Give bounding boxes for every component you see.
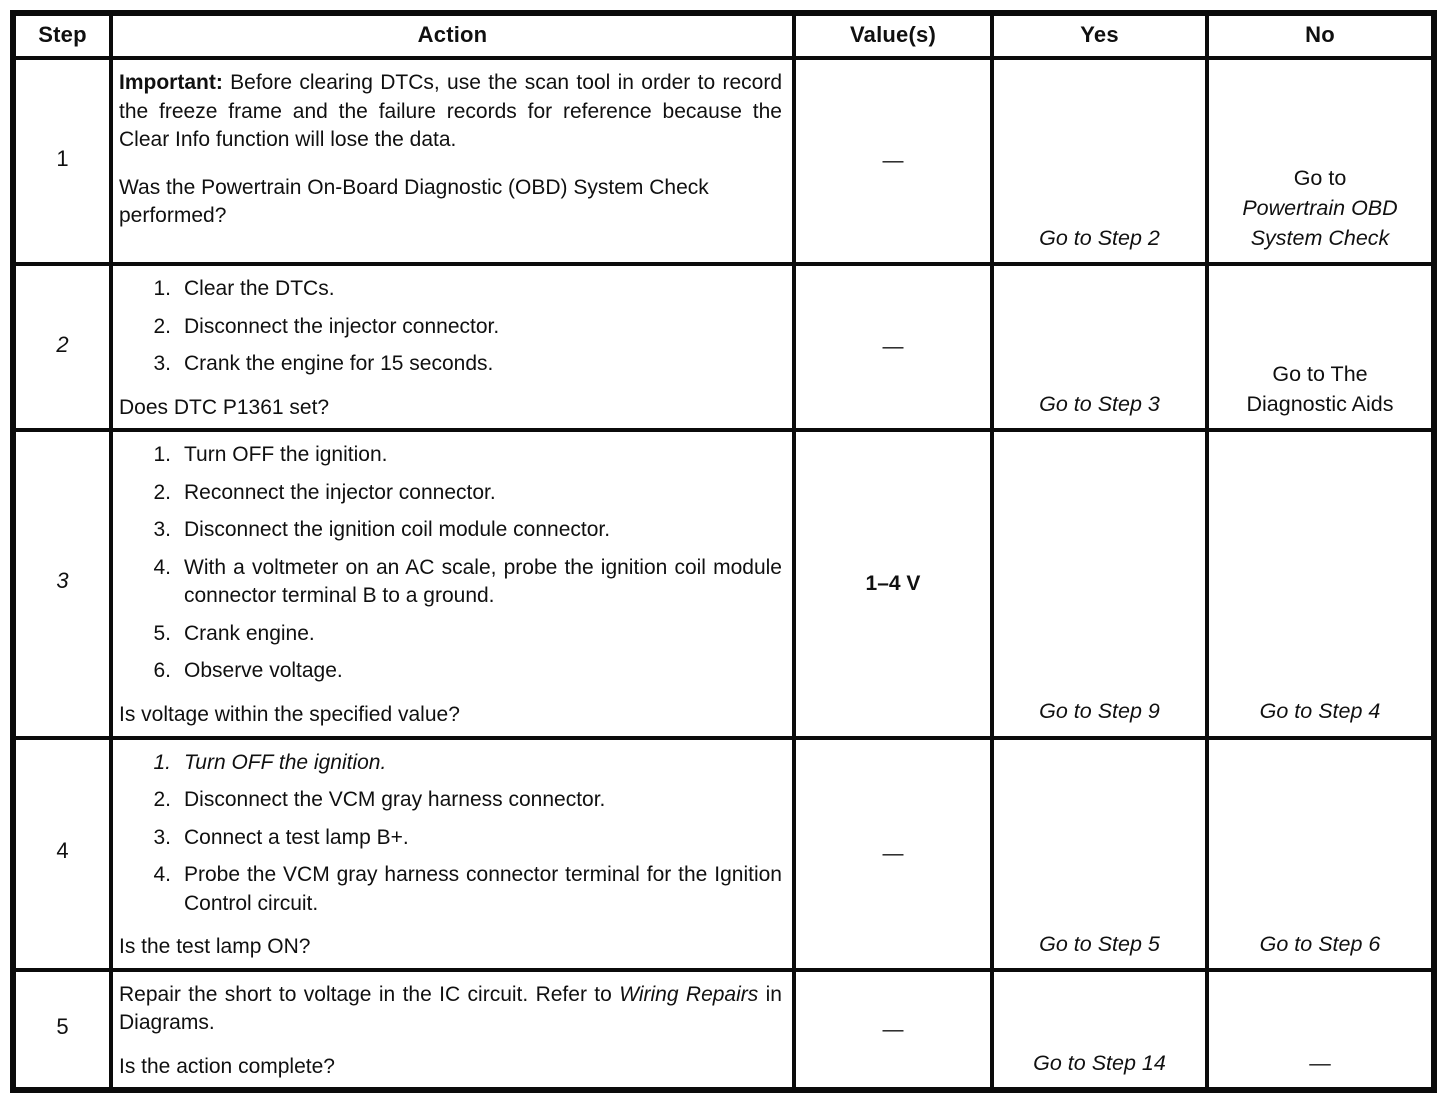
item-number: 3.: [119, 824, 184, 853]
no-cell: [1207, 430, 1434, 737]
paragraph-text: [119, 981, 782, 1038]
item-number: 1.: [119, 749, 184, 778]
question-text: [119, 1053, 782, 1082]
step-number: 2: [56, 332, 68, 357]
text-run: Does DTC P1361 set?: [119, 396, 329, 419]
text-run: Crank the engine for 15 seconds.: [184, 352, 493, 375]
value-text: 1–4 V: [866, 572, 921, 595]
text-run: Turn OFF the ignition.: [184, 751, 386, 774]
action-cell: [111, 738, 794, 970]
action-cell: [111, 264, 794, 430]
no-cell: [1207, 970, 1434, 1091]
item-text: [184, 554, 782, 611]
goto-line: Go to Step 6: [1215, 929, 1425, 959]
no-cell: [1207, 264, 1434, 430]
col-header-values: Value(s): [794, 13, 992, 58]
text-run: Before clearing DTCs, use the scan tool in order to record the freeze frame and the failure records for reference because the Clear Info function will lose the data.: [119, 71, 782, 151]
text-run: Clear the DTCs.: [184, 277, 335, 300]
item-text: [184, 516, 782, 545]
list-item: [119, 516, 782, 545]
question-text: [119, 933, 782, 962]
goto-line: Go to Step 3: [1000, 389, 1199, 419]
text-run: Important:: [119, 71, 223, 94]
list-item: [119, 275, 782, 304]
value-cell: [794, 970, 992, 1091]
value-text: —: [883, 842, 904, 865]
question-text: [119, 174, 782, 231]
item-text: [184, 441, 782, 470]
step-cell: [13, 970, 111, 1091]
diagnostic-table: [10, 10, 1437, 1093]
goto-line: Powertrain OBD: [1215, 193, 1425, 223]
text-run: Disconnect the injector connector.: [184, 315, 499, 338]
action-cell: [111, 58, 794, 264]
list-item: [119, 479, 782, 508]
item-number: 2.: [119, 479, 184, 508]
item-text: [184, 479, 782, 508]
value-text: —: [883, 1018, 904, 1041]
list-item: [119, 749, 782, 778]
value-cell: [794, 738, 992, 970]
yes-cell: [992, 970, 1207, 1091]
list-item: [119, 554, 782, 611]
col-header-step: Step: [13, 13, 111, 58]
goto-line: Go to The: [1215, 359, 1425, 389]
text-run: Disconnect the VCM gray harness connector.: [184, 788, 605, 811]
text-run: Is the action complete?: [119, 1055, 335, 1078]
step-cell: [13, 738, 111, 970]
table-row: [13, 970, 1434, 1091]
text-run: in Diagrams.: [119, 983, 782, 1035]
goto-line: System Check: [1215, 223, 1425, 253]
goto-line: Diagnostic Aids: [1215, 389, 1425, 419]
goto-line: Go to: [1215, 163, 1425, 193]
list-item: [119, 350, 782, 379]
step-number: 4: [56, 838, 68, 863]
yes-cell: [992, 430, 1207, 737]
diagnostic-table-body: [13, 58, 1434, 1090]
list-item: [119, 441, 782, 470]
col-header-action: Action: [111, 13, 794, 58]
value-cell: [794, 58, 992, 264]
value-cell: [794, 430, 992, 737]
item-number: 5.: [119, 620, 184, 649]
item-text: [184, 786, 782, 815]
goto-line: Go to Step 4: [1215, 696, 1425, 726]
yes-cell: [992, 738, 1207, 970]
action-cell: [111, 970, 794, 1091]
item-number: 2.: [119, 786, 184, 815]
step-cell: [13, 58, 111, 264]
text-run: Is voltage within the specified value?: [119, 703, 460, 726]
item-text: [184, 350, 782, 379]
text-run: Disconnect the ignition coil module connector.: [184, 518, 610, 541]
value-text: —: [883, 335, 904, 358]
item-number: 4.: [119, 554, 184, 611]
text-run: Connect a test lamp B+.: [184, 826, 409, 849]
yes-cell: [992, 58, 1207, 264]
text-run: Turn OFF the ignition.: [184, 443, 387, 466]
list-item: [119, 620, 782, 649]
step-cell: [13, 264, 111, 430]
goto-line: Go to Step 9: [1000, 696, 1199, 726]
col-header-yes: Yes: [992, 13, 1207, 58]
text-run: With a voltmeter on an AC scale, probe the ignition coil module connector terminal B to a ground.: [184, 556, 782, 608]
value-text: —: [883, 149, 904, 172]
item-text: [184, 749, 782, 778]
list-item: [119, 824, 782, 853]
yes-cell: [992, 264, 1207, 430]
text-run: Is the test lamp ON?: [119, 935, 310, 958]
goto-line: Go to Step 2: [1000, 223, 1199, 253]
item-number: 1.: [119, 441, 184, 470]
item-number: 3.: [119, 350, 184, 379]
table-row: [13, 430, 1434, 737]
item-number: 6.: [119, 657, 184, 686]
item-text: [184, 657, 782, 686]
list-item: [119, 786, 782, 815]
header-row: [13, 13, 1434, 58]
value-cell: [794, 264, 992, 430]
text-run: Probe the VCM gray harness connector terminal for the Ignition Control circuit.: [184, 863, 782, 915]
item-number: 1.: [119, 275, 184, 304]
col-header-no: No: [1207, 13, 1434, 58]
table-row: [13, 738, 1434, 970]
paragraph-text: [119, 69, 782, 155]
item-text: [184, 313, 782, 342]
step-number: 3: [56, 568, 68, 593]
step-number: 5: [56, 1014, 68, 1039]
step-number: 1: [56, 146, 68, 171]
goto-line: Go to Step 5: [1000, 929, 1199, 959]
list-item: [119, 313, 782, 342]
question-text: [119, 701, 782, 730]
step-cell: [13, 430, 111, 737]
text-run: Was the Powertrain On-Board Diagnostic (OBD) System Check performed?: [119, 176, 709, 228]
item-number: 2.: [119, 313, 184, 342]
text-run: Crank engine.: [184, 622, 315, 645]
item-number: 4.: [119, 861, 184, 918]
text-run: Reconnect the injector connector.: [184, 481, 496, 504]
text-run: Observe voltage.: [184, 659, 343, 682]
action-cell: [111, 430, 794, 737]
table-row: [13, 264, 1434, 430]
list-item: [119, 657, 782, 686]
item-number: 3.: [119, 516, 184, 545]
question-text: [119, 394, 782, 423]
text-run: Repair the short to voltage in the IC circuit. Refer to: [119, 983, 619, 1006]
text-run: Wiring Repairs: [619, 983, 758, 1006]
no-cell: [1207, 58, 1434, 264]
item-text: [184, 861, 782, 918]
goto-line: —: [1215, 1048, 1425, 1078]
table-row: [13, 58, 1434, 264]
item-text: [184, 275, 782, 304]
goto-line: Go to Step 14: [1000, 1048, 1199, 1078]
list-item: [119, 861, 782, 918]
item-text: [184, 824, 782, 853]
item-text: [184, 620, 782, 649]
no-cell: [1207, 738, 1434, 970]
